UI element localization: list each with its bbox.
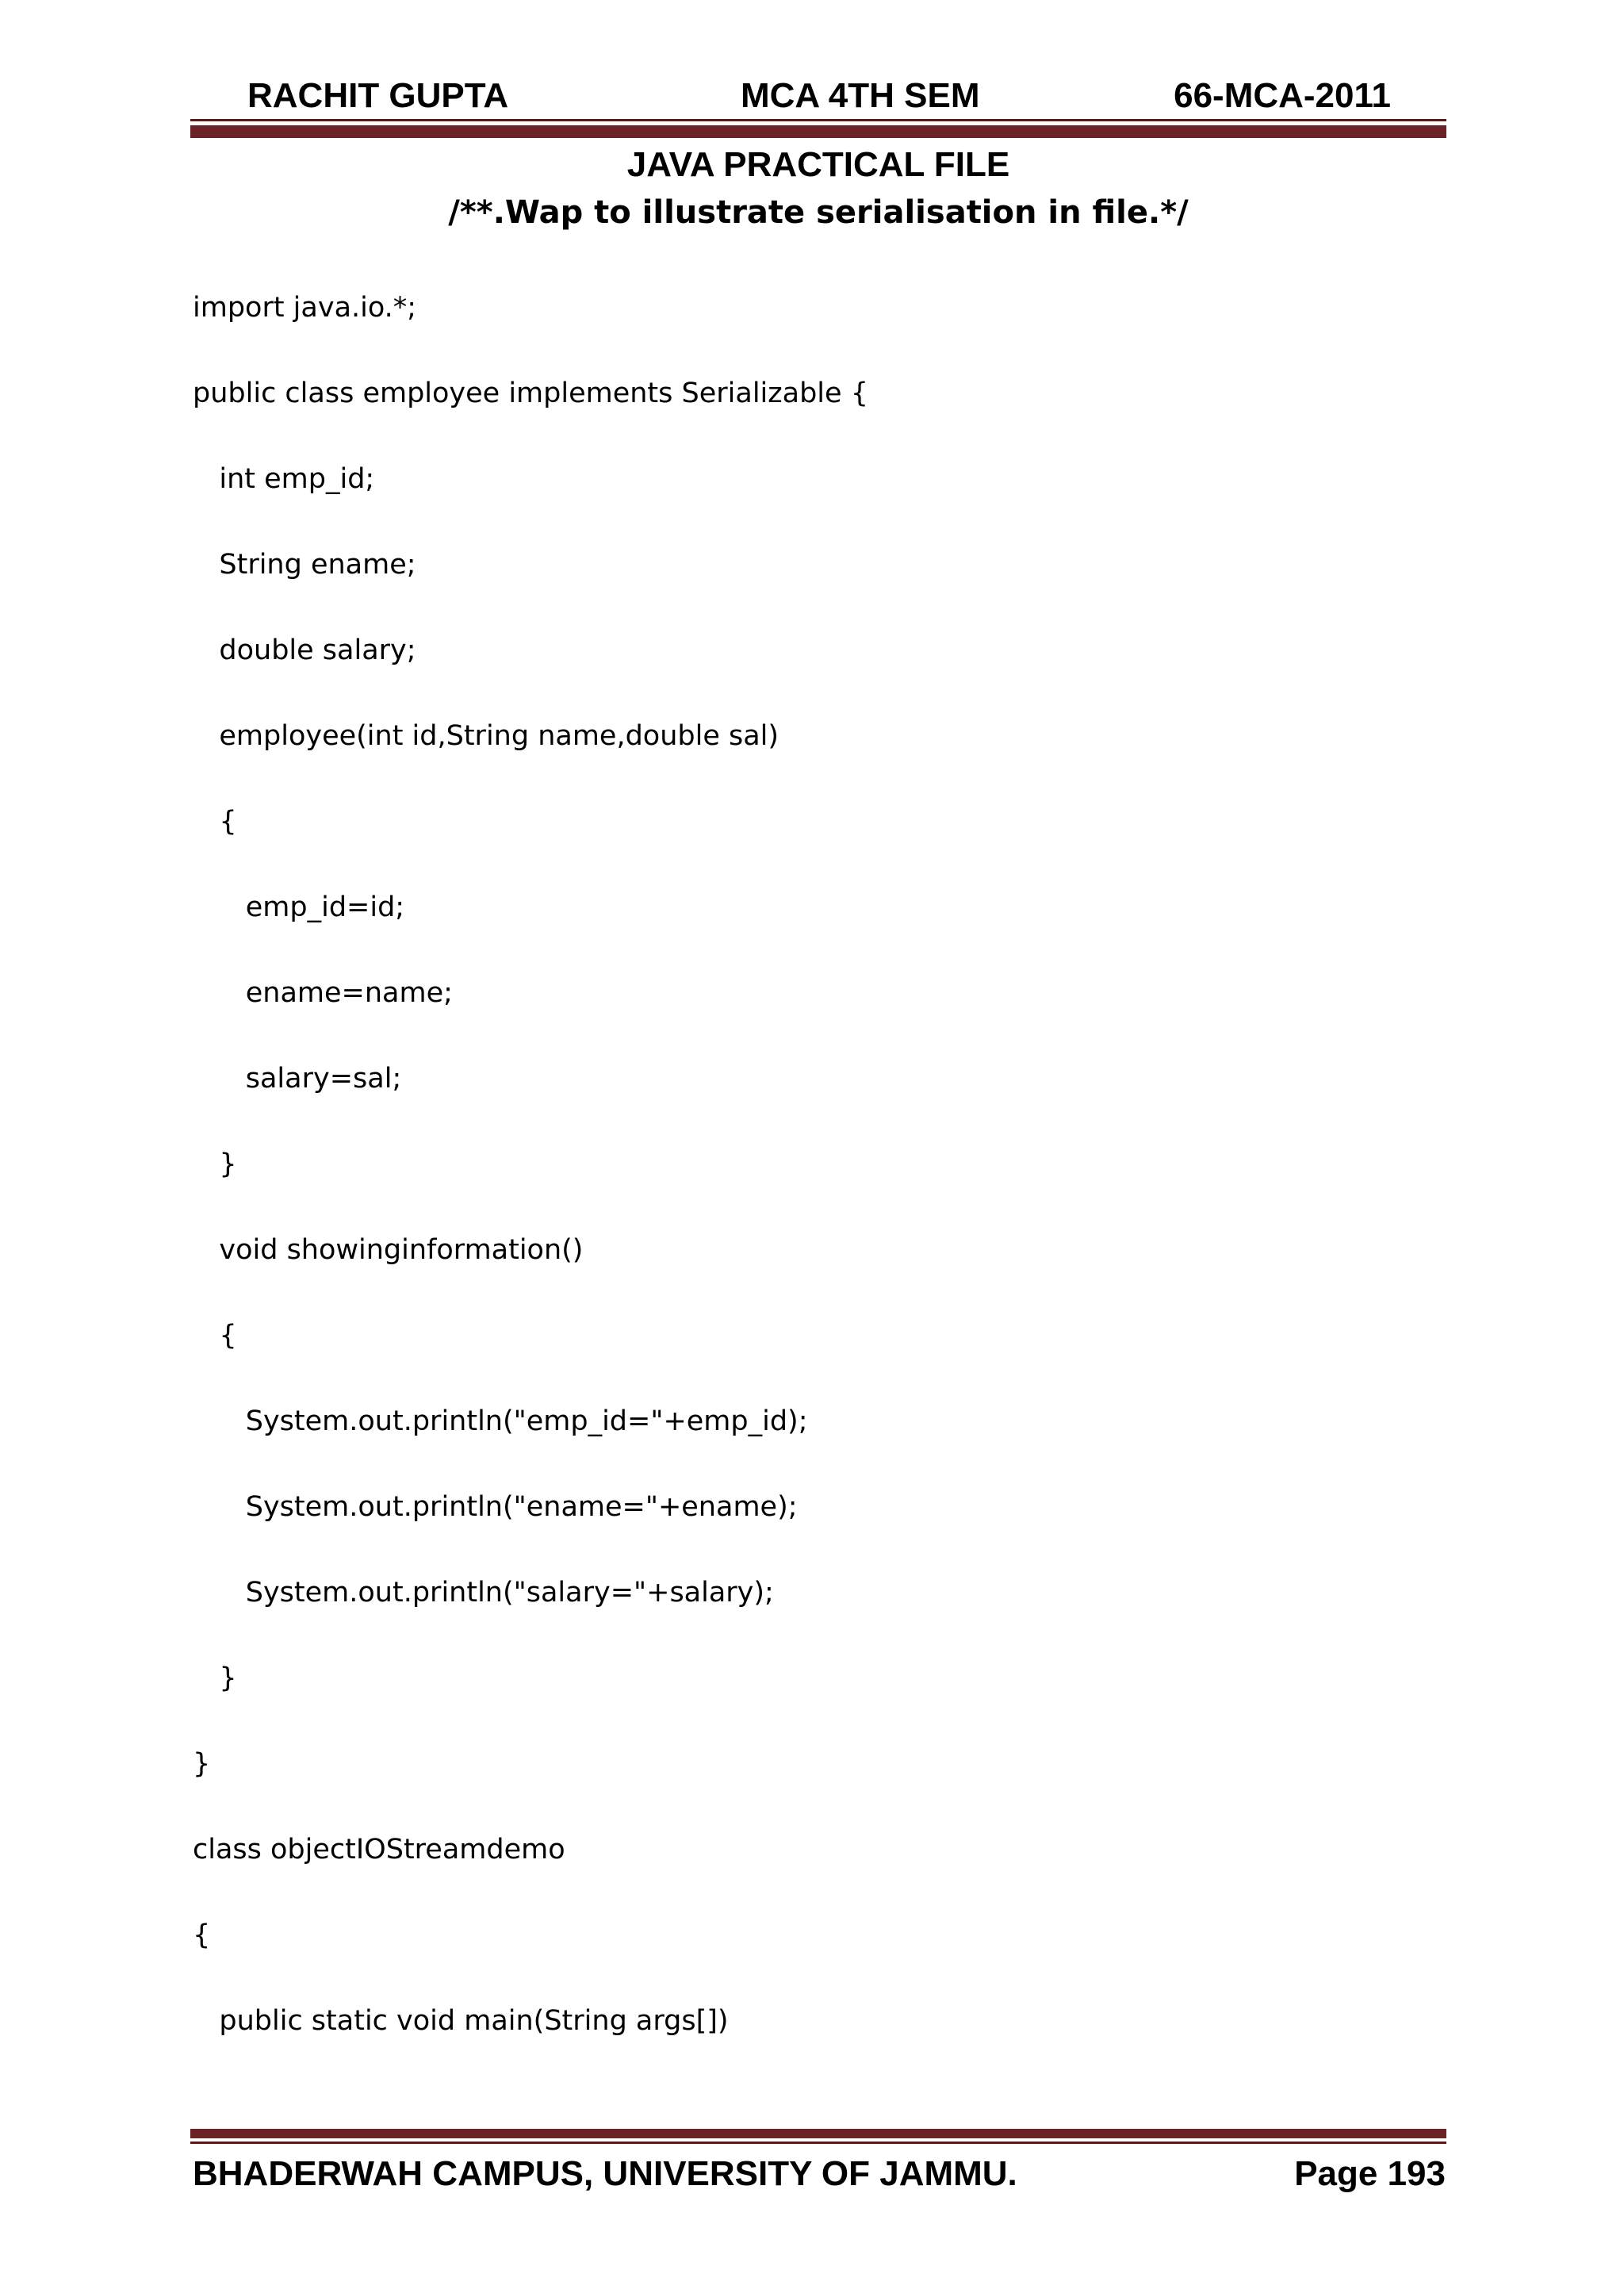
header-course: MCA 4TH SEM	[741, 76, 980, 115]
code-listing	[193, 282, 1446, 2081]
footer-divider-thin	[190, 2142, 1446, 2144]
code-line: import java.io.*;	[193, 292, 417, 324]
header-divider-thin	[190, 119, 1446, 121]
code-line: emp_id=id;	[193, 892, 405, 923]
code-line: int emp_id;	[193, 463, 375, 495]
code-line: System.out.println("ename="+ename);	[193, 1491, 798, 1523]
header-divider-thick	[190, 125, 1446, 138]
program-description: /**.Wap to illustrate serialisation in file.*/	[448, 194, 1189, 231]
file-title: JAVA PRACTICAL FILE	[626, 145, 1010, 184]
code-line: public static void main(String args[])	[193, 2005, 729, 2037]
code-line: employee(int id,String name,double sal)	[193, 720, 779, 752]
footer-divider-thick	[190, 2129, 1446, 2138]
code-line: void showinginformation()	[193, 1234, 584, 1266]
page-footer	[193, 2148, 1446, 2195]
header-author: RACHIT GUPTA	[247, 76, 509, 115]
code-line: System.out.println("emp_id="+emp_id);	[193, 1405, 808, 1437]
footer-institution: BHADERWAH CAMPUS, UNIVERSITY OF JAMMU.	[193, 2154, 1017, 2193]
code-line: String ename;	[193, 549, 416, 581]
code-line: salary=sal;	[193, 1063, 402, 1095]
code-line: {	[193, 806, 237, 838]
code-line: ename=name;	[193, 977, 453, 1009]
code-line: }	[193, 1748, 211, 1780]
code-line: }	[193, 1662, 237, 1694]
page-number: Page 193	[1294, 2154, 1446, 2193]
code-line: {	[193, 1320, 237, 1352]
code-line: double salary;	[193, 635, 416, 666]
code-line: }	[193, 1148, 237, 1180]
code-line: System.out.println("salary="+salary);	[193, 1577, 774, 1609]
code-line: public class employee implements Serializable {	[193, 378, 868, 409]
document-title	[190, 143, 1446, 238]
page-header	[190, 70, 1446, 117]
code-line: class objectIOStreamdemo	[193, 1834, 565, 1865]
header-roll-number: 66-MCA-2011	[1174, 76, 1391, 115]
code-line: {	[193, 1919, 211, 1951]
